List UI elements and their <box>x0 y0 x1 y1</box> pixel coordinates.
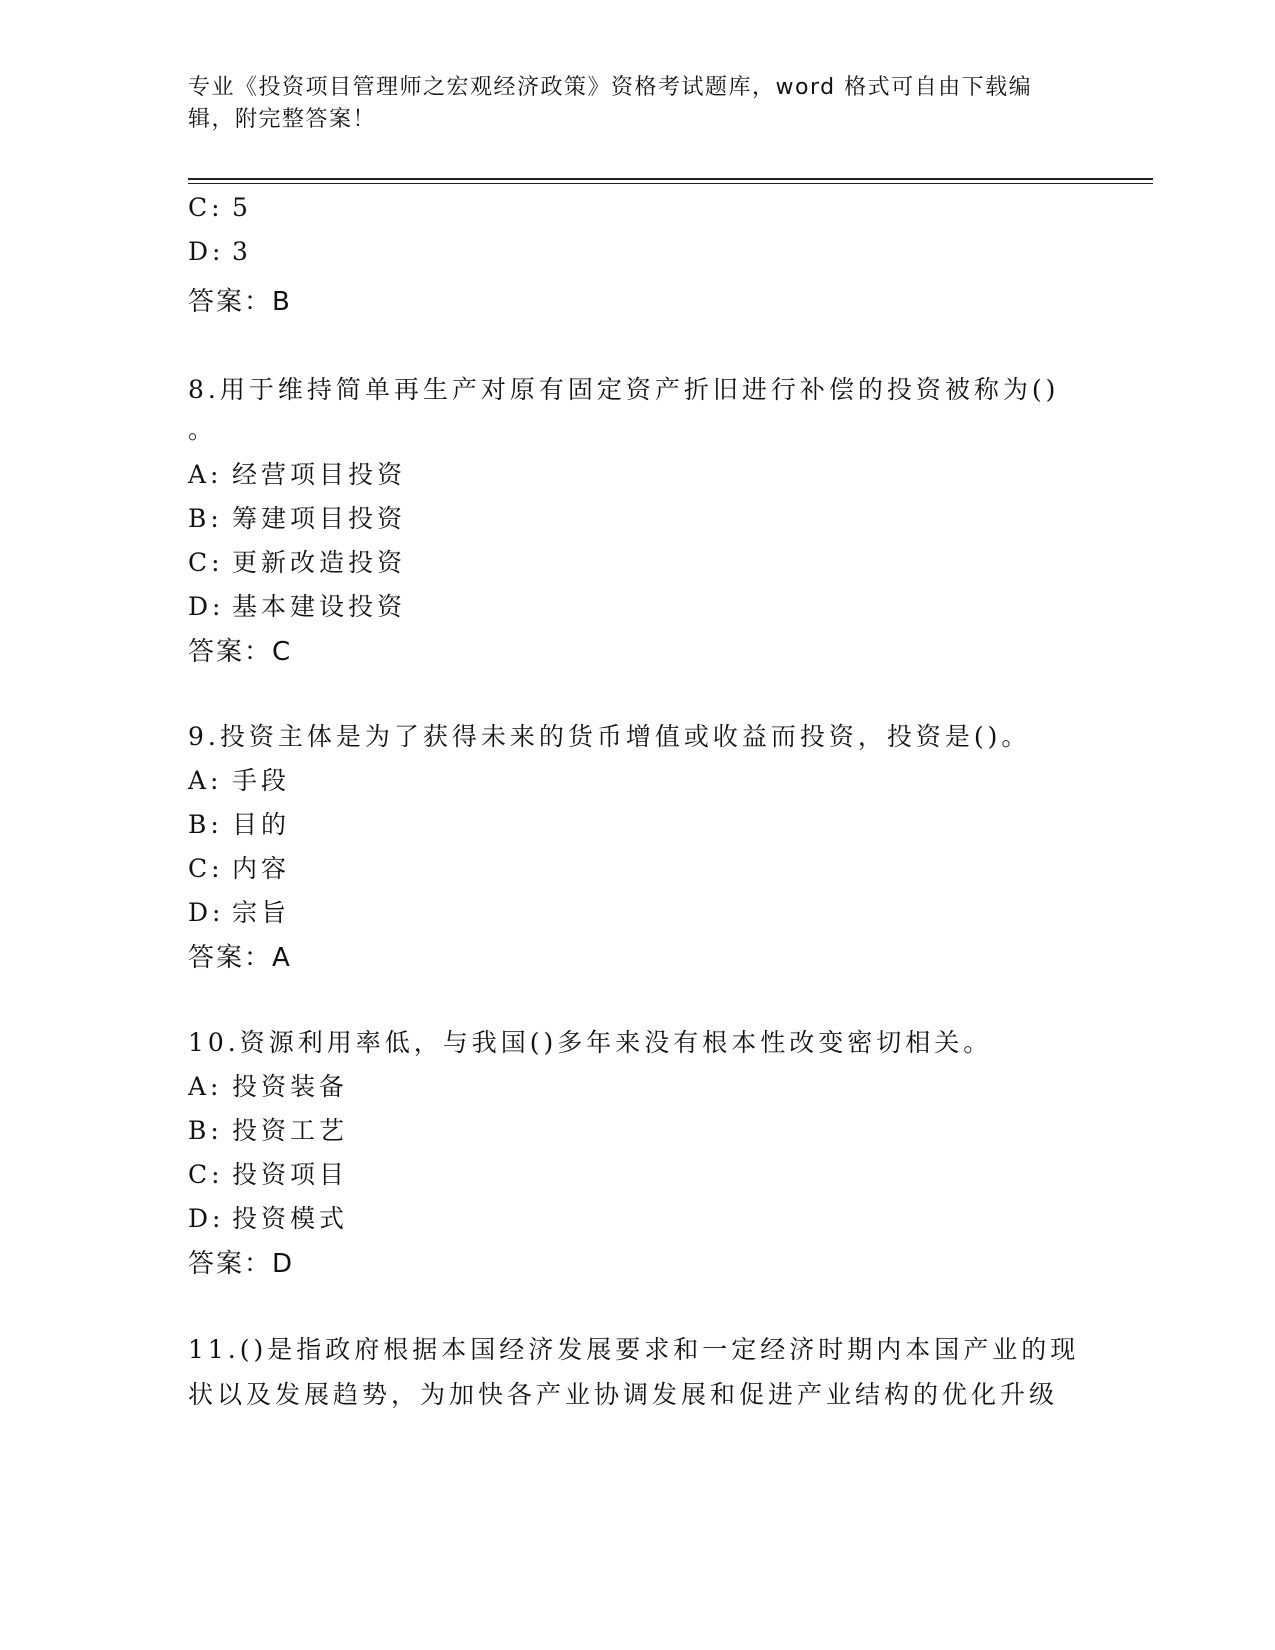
header-rule-thin <box>188 183 1153 184</box>
prev-option-d <box>188 237 252 266</box>
prev-option-c <box>188 193 252 222</box>
q8-stem-line2: 。 <box>188 415 218 444</box>
option-text: 手段 <box>232 766 291 795</box>
q8-option-a <box>188 455 406 491</box>
option-label: D: <box>188 898 225 927</box>
option-label: A: <box>188 460 223 489</box>
q8-option-d <box>188 587 406 623</box>
option-label: B: <box>188 1116 223 1145</box>
option-text: 宗旨 <box>232 898 291 927</box>
q11-stem-line2: 状以及发展趋势，为加快各产业协调发展和促进产业结构的优化升级 <box>188 1380 1059 1409</box>
option-text: 投资项目 <box>232 1160 349 1189</box>
option-label: D: <box>188 1204 225 1233</box>
q8-option-c <box>188 543 406 579</box>
option-label: C: <box>188 193 224 222</box>
q9-option-b <box>188 805 290 841</box>
q9-option-c <box>188 849 290 885</box>
q8-stem-line1: 8.用于维持简单再生产对原有固定资产折旧进行补偿的投资被称为() <box>188 375 1060 404</box>
header-rule-thick <box>188 178 1153 180</box>
option-label: A: <box>188 1072 223 1101</box>
option-text: 经营项目投资 <box>232 460 407 489</box>
option-label: C: <box>188 548 224 577</box>
option-text: 投资装备 <box>232 1072 349 1101</box>
q9-answer: 答案：A <box>188 943 292 973</box>
q10-option-b <box>188 1111 348 1147</box>
option-text: 5 <box>232 193 252 222</box>
option-text: 更新改造投资 <box>232 548 407 577</box>
option-label: B: <box>188 504 223 533</box>
option-label: A: <box>188 766 223 795</box>
option-text: 基本建设投资 <box>232 592 407 621</box>
q10-stem-line1: 10.资源利用率低，与我国()多年来没有根本性改变密切相关。 <box>188 1028 993 1057</box>
option-text: 投资工艺 <box>232 1116 349 1145</box>
option-text: 投资模式 <box>232 1204 349 1233</box>
q9-option-d <box>188 893 290 929</box>
q10-option-a <box>188 1067 348 1103</box>
option-label: D: <box>188 237 225 266</box>
q9-stem-line1: 9.投资主体是为了获得未来的货币增值或收益而投资，投资是()。 <box>188 722 1031 751</box>
q11-stem-line1: 11.()是指政府根据本国经济发展要求和一定经济时期内本国产业的现 <box>188 1335 1080 1364</box>
q9-option-a <box>188 761 290 797</box>
option-label: D: <box>188 592 225 621</box>
option-text: 筹建项目投资 <box>232 504 407 533</box>
option-label: C: <box>188 854 224 883</box>
document-header: 专业《投资项目管理师之宏观经济政策》资格考试题库，word 格式可自由下载编辑，附完整答案！ <box>188 75 1033 132</box>
q10-answer: 答案：D <box>188 1249 295 1279</box>
q10-option-d <box>188 1199 348 1235</box>
option-label: C: <box>188 1160 224 1189</box>
q8-option-b <box>188 499 406 535</box>
q10-option-c <box>188 1155 348 1191</box>
option-text: 3 <box>232 237 252 266</box>
q8-answer: 答案：C <box>188 637 293 667</box>
option-text: 目的 <box>232 810 291 839</box>
prev-answer: 答案：B <box>188 287 292 317</box>
option-label: B: <box>188 810 223 839</box>
option-text: 内容 <box>232 854 291 883</box>
